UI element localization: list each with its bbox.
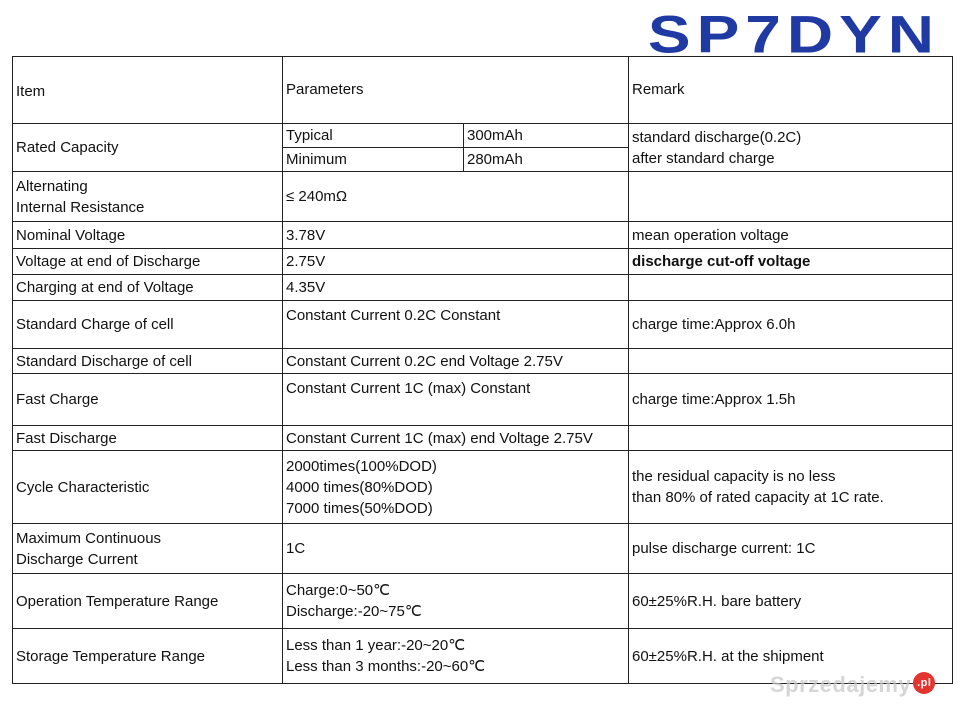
- row-remark: charge time:Approx 6.0h: [629, 301, 953, 349]
- capacity-minimum-value: 280mAh: [464, 148, 629, 172]
- remark-line: standard discharge(0.2C): [632, 128, 802, 146]
- row-remark: charge time:Approx 1.5h: [629, 374, 953, 426]
- row-item: Standard Charge of cell: [13, 301, 283, 349]
- row-remark: [629, 426, 953, 451]
- row-item: [13, 524, 283, 574]
- row-item: Nominal Voltage: [13, 222, 283, 249]
- param-line: 7000 times(50%DOD): [286, 499, 433, 517]
- row-param: Constant Current 1C (max) end Voltage 2.75V: [283, 426, 629, 451]
- row-param: [283, 451, 629, 524]
- capacity-typical-label: Typical: [283, 124, 464, 148]
- row-item: Standard Discharge of cell: [13, 349, 283, 374]
- row-item: Storage Temperature Range: [13, 629, 283, 684]
- row-param: 4.35V: [283, 275, 629, 301]
- table-row: [13, 374, 953, 426]
- row-item: [13, 172, 283, 222]
- row-param: [283, 629, 629, 684]
- row-remark: pulse discharge current: 1C: [629, 524, 953, 574]
- item-line: Maximum Continuous: [16, 529, 162, 547]
- param-line: 4000 times(80%DOD): [286, 478, 433, 496]
- table-row: [13, 124, 953, 148]
- header-item: Item: [13, 57, 283, 124]
- capacity-typical-value: 300mAh: [464, 124, 629, 148]
- row-param: Constant Current 0.2C Constant: [283, 301, 629, 349]
- header-remark: Remark: [629, 57, 953, 124]
- table-row: [13, 426, 953, 451]
- row-param: 2.75V: [283, 249, 629, 275]
- row-item: Fast Discharge: [13, 426, 283, 451]
- remark-line: the residual capacity is no less: [632, 468, 836, 485]
- table-header-row: [13, 57, 953, 124]
- row-param: 3.78V: [283, 222, 629, 249]
- table-row: [13, 172, 953, 222]
- row-item: Fast Charge: [13, 374, 283, 426]
- row-remark: [629, 349, 953, 374]
- row-item: Cycle Characteristic: [13, 451, 283, 524]
- row-param: ≤ 240mΩ: [283, 172, 629, 222]
- item-line: Discharge Current: [16, 550, 138, 568]
- row-param: [283, 574, 629, 629]
- row-remark: 60±25%R.H. at the shipment: [629, 629, 953, 684]
- table-row: [13, 222, 953, 249]
- item-line: Alternating: [16, 177, 88, 195]
- table-row: [13, 301, 953, 349]
- remark-line: than 80% of rated capacity at 1C rate.: [632, 489, 884, 506]
- remark-line: after standard charge: [632, 149, 775, 167]
- param-line: Charge:0~50℃: [286, 582, 390, 599]
- watermark-text: Sprzedajemy: [770, 672, 912, 697]
- table-row: [13, 275, 953, 301]
- watermark: [770, 672, 935, 698]
- row-remark: [629, 451, 953, 524]
- row-remark: [629, 124, 953, 172]
- row-item: Operation Temperature Range: [13, 574, 283, 629]
- param-line: Discharge:-20~75℃: [286, 603, 422, 620]
- row-remark: [629, 275, 953, 301]
- header-parameters: Parameters: [283, 57, 629, 124]
- row-item: Voltage at end of Discharge: [13, 249, 283, 275]
- row-remark: discharge cut-off voltage: [629, 249, 953, 275]
- table-row: [13, 249, 953, 275]
- brand-logo: SP7DYN: [647, 4, 940, 64]
- table-row: [13, 574, 953, 629]
- row-remark: [629, 172, 953, 222]
- row-remark: 60±25%R.H. bare battery: [629, 574, 953, 629]
- row-item: Charging at end of Voltage: [13, 275, 283, 301]
- item-line: Internal Resistance: [16, 198, 145, 216]
- capacity-minimum-label: Minimum: [283, 148, 464, 172]
- watermark-badge: .pl: [913, 672, 935, 694]
- table-row: [13, 451, 953, 524]
- param-line: 2000times(100%DOD): [286, 457, 437, 475]
- row-param: Constant Current 0.2C end Voltage 2.75V: [283, 349, 629, 374]
- table-row: [13, 349, 953, 374]
- row-param: Constant Current 1C (max) Constant: [283, 374, 629, 426]
- row-remark: mean operation voltage: [629, 222, 953, 249]
- row-param: 1C: [283, 524, 629, 574]
- battery-spec-table: [12, 56, 953, 684]
- row-item: Rated Capacity: [13, 124, 283, 172]
- param-line: Less than 3 months:-20~60℃: [286, 658, 486, 675]
- table-row: [13, 524, 953, 574]
- param-line: Less than 1 year:-20~20℃: [286, 637, 466, 654]
